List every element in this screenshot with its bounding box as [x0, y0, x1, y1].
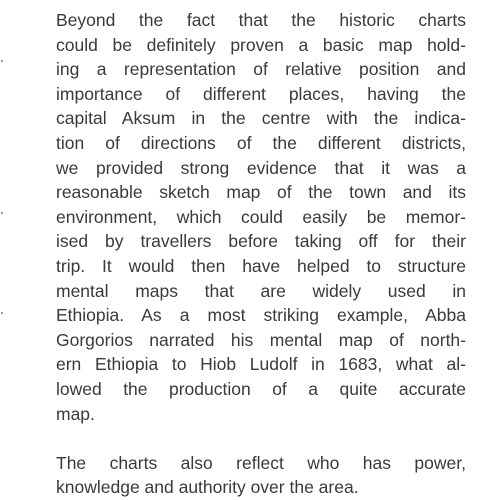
text-line: knowledge and authority over the area. — [56, 477, 359, 498]
text-line: tion of directions of the different districts, — [56, 132, 466, 153]
text-line: importance of different places, having the — [56, 83, 466, 104]
text-line: mental maps that are widely used in — [56, 280, 466, 301]
margin-mark — [1, 212, 3, 214]
text-line: could be definitely proven a basic map hold- — [56, 34, 466, 55]
text-line: trip. It would then have helped to structure — [56, 255, 466, 276]
text-line: ern Ethiopia to Hiob Ludolf in 1683, what al- — [56, 354, 466, 375]
body-text — [56, 8, 466, 500]
text-line: ing a representation of relative position and — [56, 59, 466, 80]
margin-mark — [1, 60, 3, 62]
text-line: capital Aksum in the centre with the indica- — [56, 108, 466, 129]
text-line: we provided strong evidence that it was a — [56, 157, 466, 178]
paragraph-2 — [56, 451, 466, 500]
text-line: Beyond the fact that the historic charts — [56, 10, 466, 30]
margin-mark — [1, 312, 3, 314]
text-line: Ethiopia. As a most striking example, Abba — [56, 305, 466, 326]
text-line: The charts also reflect who has power, — [56, 452, 466, 473]
text-line: reasonable sketch map of the town and its — [56, 182, 466, 203]
text-line: ised by travellers before taking off for their — [56, 231, 466, 252]
text-line: environment, which could easily be memor- — [56, 206, 466, 227]
text-line: Gorgorios narrated his mental map of north- — [56, 329, 466, 350]
text-line: lowed the production of a quite accurate — [56, 378, 466, 399]
paragraph-spacer — [56, 426, 466, 451]
text-line: map. — [56, 403, 95, 424]
paragraph-1 — [56, 8, 466, 426]
